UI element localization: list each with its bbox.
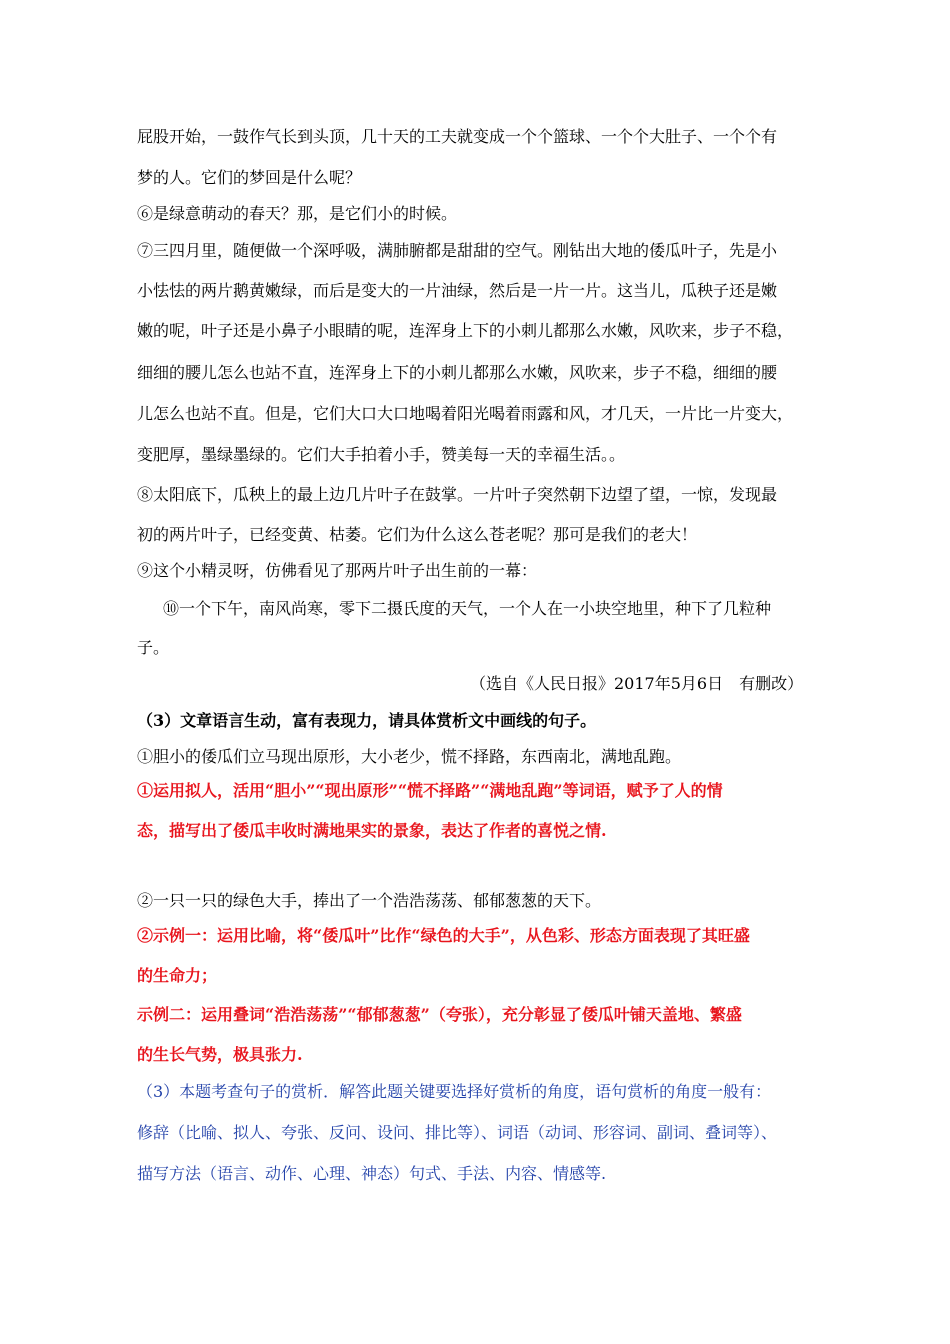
article-line: 细细的腰儿怎么也站不直，连浑身上下的小刺儿都那么水嫩，风吹来，步子不稳，细细的腰 xyxy=(137,363,778,382)
article-paragraph-10: ⑩一个下午，南风尚寒，零下二摄氏度的天气，一个人在一小块空地里，种下了几粒种 xyxy=(163,599,772,618)
analysis-line: （3）本题考查句子的赏析．解答此题关键要选择好赏析的角度，语句赏析的角度一般有： xyxy=(137,1082,772,1101)
article-line: 屁股开始，一鼓作气长到头顶，几十天的工夫就变成一个个篮球、一个个大肚子、一个个有 xyxy=(137,127,778,146)
analysis-line: 描写方法（语言、动作、心理、神态）句式、手法、内容、情感等. xyxy=(137,1164,607,1183)
article-line: 小怯怯的两片鹅黄嫩绿，而后是变大的一片油绿，然后是一片一片。这当儿，瓜秧子还是嫩 xyxy=(137,281,778,300)
article-paragraph-7: ⑦三四月里，随便做一个深呼吸，满肺腑都是甜甜的空气。刚钻出大地的倭瓜叶子，先是小 xyxy=(137,241,778,260)
answer-2-line: 的生长气势，极具张力. xyxy=(137,1045,303,1064)
article-line: 子。 xyxy=(137,638,170,657)
article-line: 嫩的呢，叶子还是小鼻子小眼睛的呢，连浑身上下的小刺儿都那么水嫩，风吹来，步子不稳， xyxy=(137,321,794,340)
answer-1-line: 态，描写出了倭瓜丰收时满地果实的景象，表达了作者的喜悦之情. xyxy=(137,821,607,840)
answer-2-example-2: 示例二：运用叠词“浩浩荡荡”“郁郁葱葱”（夸张），充分彰显了倭瓜叶铺天盖地、繁盛 xyxy=(137,1005,742,1024)
article-line: 儿怎么也站不直。但是，它们大口大口地喝着阳光喝着雨露和风，才几天，一片比一片变大， xyxy=(137,404,794,423)
question-sentence-1: ①胆小的倭瓜们立马现出原形，大小老少，慌不择路，东西南北，满地乱跑。 xyxy=(137,747,682,766)
answer-2-line: ②示例一：运用比喻，将“倭瓜叶”比作“绿色的大手”，从色彩、形态方面表现了其旺盛 xyxy=(137,926,750,945)
answer-1-line: ①运用拟人，活用“胆小”“现出原形”“慌不择路”“满地乱跑”等词语，赋予了人的情 xyxy=(137,781,723,800)
article-line: 梦的人。它们的梦回是什么呢？ xyxy=(137,168,362,187)
question-sentence-2: ②一只一只的绿色大手，捧出了一个浩浩荡荡、郁郁葱葱的天下。 xyxy=(137,891,602,910)
article-line: 变肥厚，墨绿墨绿的。它们大手拍着小手，赞美每一天的幸福生活。。 xyxy=(137,445,626,464)
analysis-line: 修辞（比喻、拟人、夸张、反问、设问、排比等）、词语（动词、形容词、副词、叠词等）、 xyxy=(137,1123,778,1142)
article-paragraph-9: ⑨这个小精灵呀，仿佛看见了那两片叶子出生前的一幕： xyxy=(137,561,538,580)
question-prompt: （3）文章语言生动，富有表现力，请具体赏析文中画线的句子。 xyxy=(137,711,597,730)
article-line: 初的两片叶子，已经变黄、枯萎。它们为什么这么苍老呢？那可是我们的老大！ xyxy=(137,525,698,544)
article-paragraph-6: ⑥是绿意萌动的春天？那，是它们小的时候。 xyxy=(137,204,458,223)
answer-2-line: 的生命力； xyxy=(137,966,218,985)
article-paragraph-8: ⑧太阳底下，瓜秧上的最上边几片叶子在鼓掌。一片叶子突然朝下边望了望，一惊，发现最 xyxy=(137,485,778,504)
article-source: （选自《人民日报》2017年5月6日 有删改） xyxy=(470,674,804,693)
